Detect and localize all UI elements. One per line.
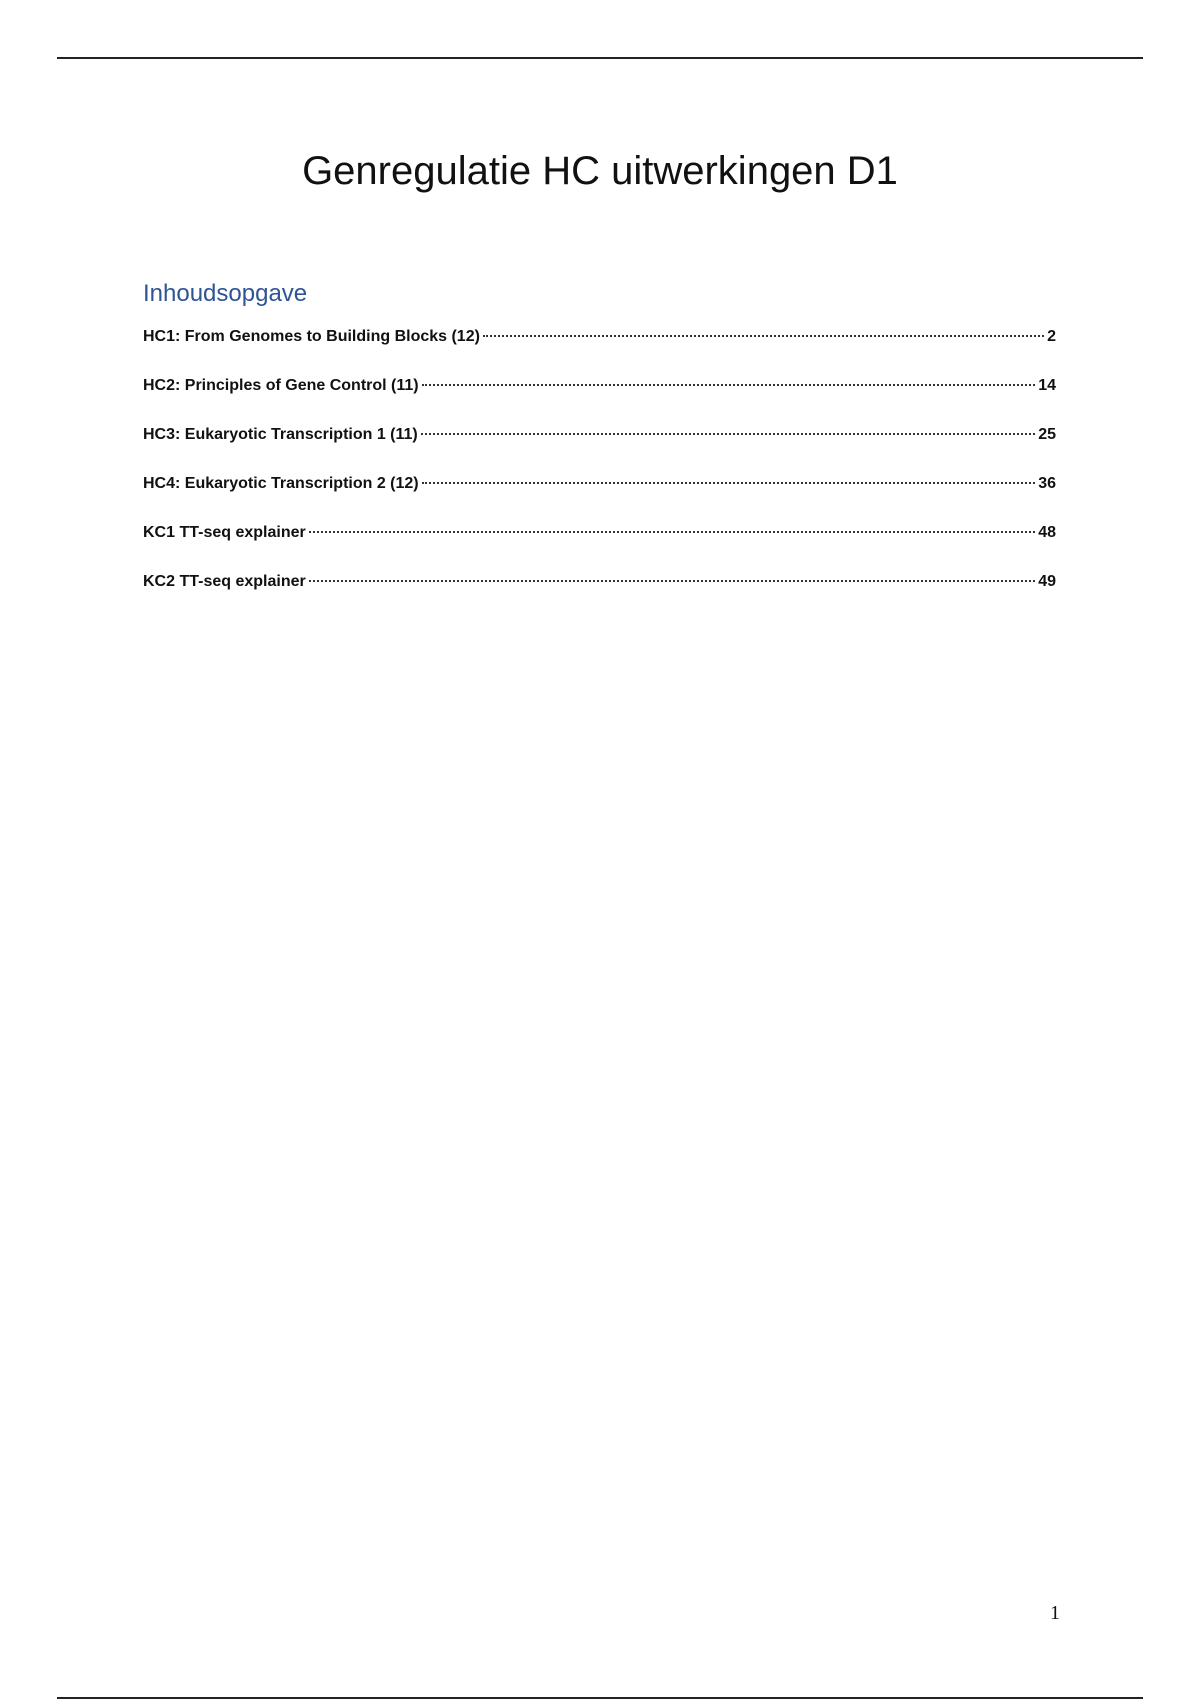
toc-entry-hc3[interactable]: [143, 426, 1056, 475]
header-rule: [57, 57, 1143, 59]
dot-leader: [309, 580, 1035, 582]
toc-heading: Inhoudsopgave: [143, 280, 308, 307]
toc-entry-page: 49: [1038, 573, 1056, 590]
toc-entry-kc2[interactable]: [143, 573, 1056, 622]
dot-leader: [421, 433, 1035, 435]
toc-entry-page: 25: [1038, 426, 1056, 443]
toc-entry-page: 2: [1047, 328, 1056, 345]
dot-leader: [483, 335, 1044, 337]
footer-rule: [57, 1697, 1143, 1699]
toc-entry-page: 14: [1038, 377, 1056, 394]
dot-leader: [422, 482, 1036, 484]
toc-entry-kc1[interactable]: [143, 524, 1056, 573]
toc-entry-title: KC1 TT-seq explainer: [143, 524, 306, 541]
page-number: 1: [1050, 1602, 1060, 1624]
toc-entry-title: HC1: From Genomes to Building Blocks (12): [143, 328, 480, 345]
toc-entry-title: KC2 TT-seq explainer: [143, 573, 306, 590]
toc-entry-hc1[interactable]: [143, 328, 1056, 377]
toc-entry-title: HC4: Eukaryotic Transcription 2 (12): [143, 475, 419, 492]
toc-list: [143, 328, 1056, 622]
toc-entry-page: 36: [1038, 475, 1056, 492]
dot-leader: [309, 531, 1035, 533]
document-title: Genregulatie HC uitwerkingen D1: [302, 149, 898, 193]
table-of-contents: [143, 276, 1056, 622]
toc-entry-title: HC2: Principles of Gene Control (11): [143, 377, 419, 394]
toc-entry-hc2[interactable]: [143, 377, 1056, 426]
toc-entry-page: 48: [1038, 524, 1056, 541]
dot-leader: [422, 384, 1036, 386]
toc-entry-hc4[interactable]: [143, 475, 1056, 524]
toc-entry-title: HC3: Eukaryotic Transcription 1 (11): [143, 426, 418, 443]
